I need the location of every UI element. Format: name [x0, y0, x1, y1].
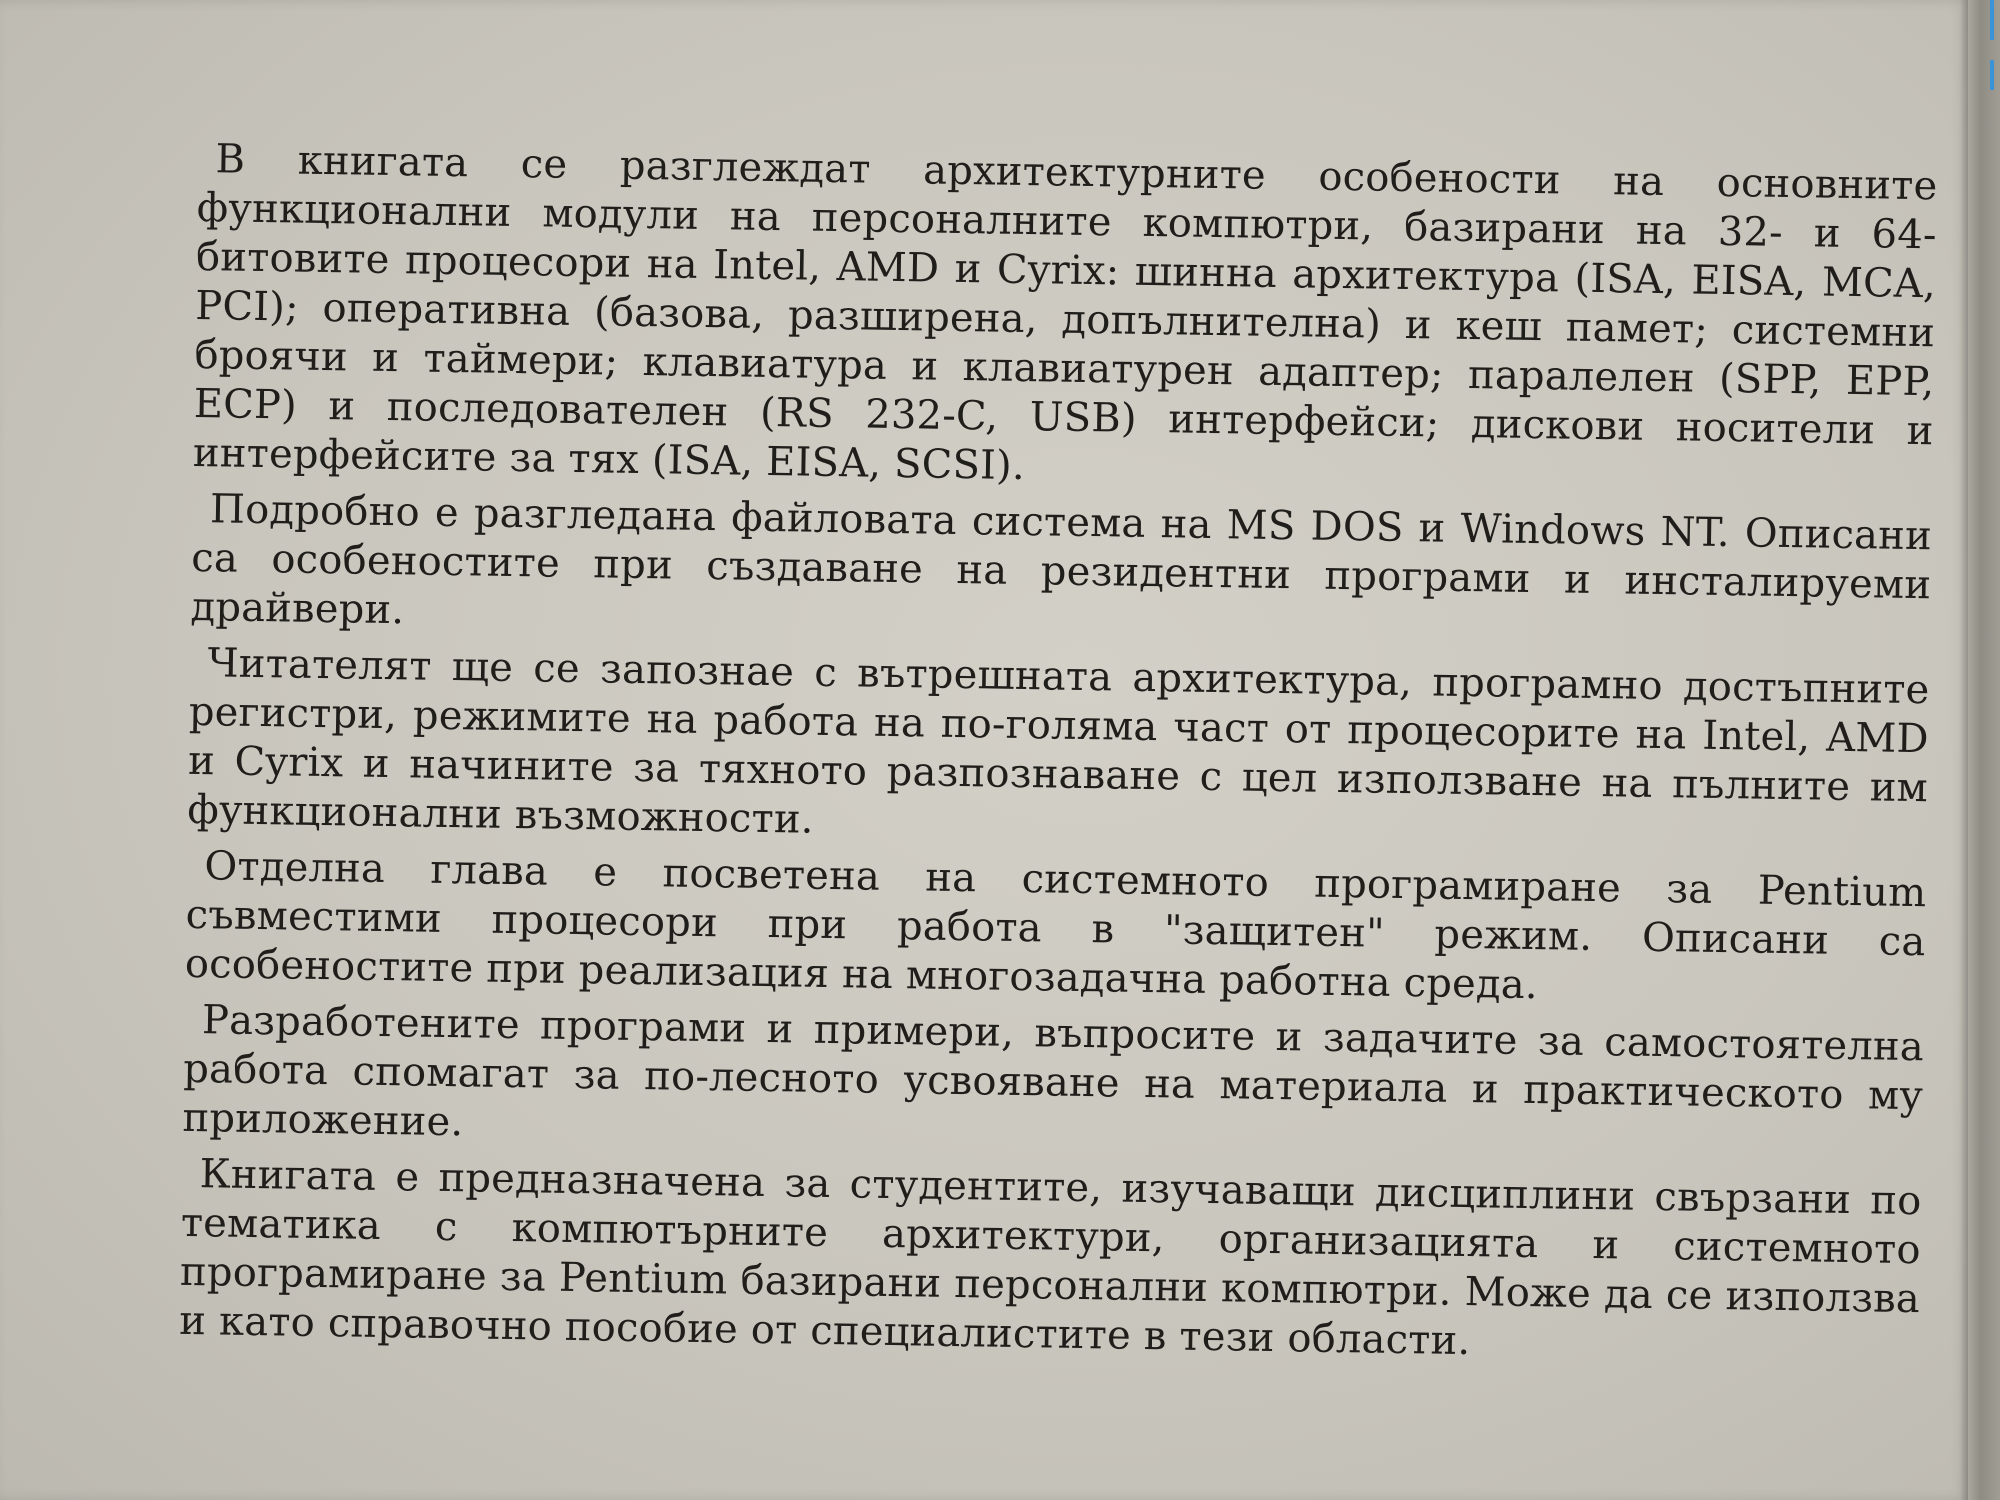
paragraph-protected-mode: Отделна глава е посветена на системното програмиране за Pentium съвместими процесори при работа в "защитен" режим. Описани са особеностите при реализация на многозадачна работна среда. — [184, 843, 1927, 1009]
paragraph-scope: В книгата се разглеждат архитектурните особености на основните функционални модули на персоналните компютри, базирани на 32- и 64- битовите процесори на Intel, AMD и Cyrix: шинна архитектура (ISA, EISA, MCA, PCI); оперативна (базова, разширена, допълнителна) и кеш памет; системни броячи и таймери; клавиатура и клавиатурен адаптер; паралелен (SPP, EPP, ECP) и последователен (RS 232-C, USB) интерфейси; дискови носители и интерфейсите за тях (ISA, EISA, SCSI). — [192, 136, 1938, 490]
page-crease-shadow — [1960, 0, 1968, 1500]
edge-color-mark — [1990, 60, 1994, 90]
paragraph-file-system: Подробно е разгледана файловата система на MS DOS и Windows NT. Описани са особеностите при създаване на резидентни програми и инсталируеми драйвери. — [190, 486, 1933, 634]
paragraph-audience: Книгата е предназначена за студентите, изучаващи дисциплини свързани по тематика с компютърните архитектури, организацията и системното програмиране за Pentium базирани персонални компютри. Може да се използва и като справочно пособие от специалистите в тези области. — [179, 1151, 1922, 1365]
adjacent-page-edge — [1968, 0, 2000, 1500]
edge-color-mark — [1990, 0, 1994, 40]
paragraph-exercises: Разработените програми и примери, въпросите и задачите за самостоятелна работа спомагат за по-лесното усвояване на материала и практическото му приложение. — [182, 997, 1925, 1146]
paragraph-processors: Читателят ще се запознае с вътрешната архитектура, програмно достъпните регистри, режимите на работа на по-голяма част от процесорите на Intel, AMD и Cyrix и начините за тяхното разпознаване с цел използване на пълните им функционални възможности. — [187, 640, 1930, 843]
annotation-text-block — [179, 135, 1938, 1380]
